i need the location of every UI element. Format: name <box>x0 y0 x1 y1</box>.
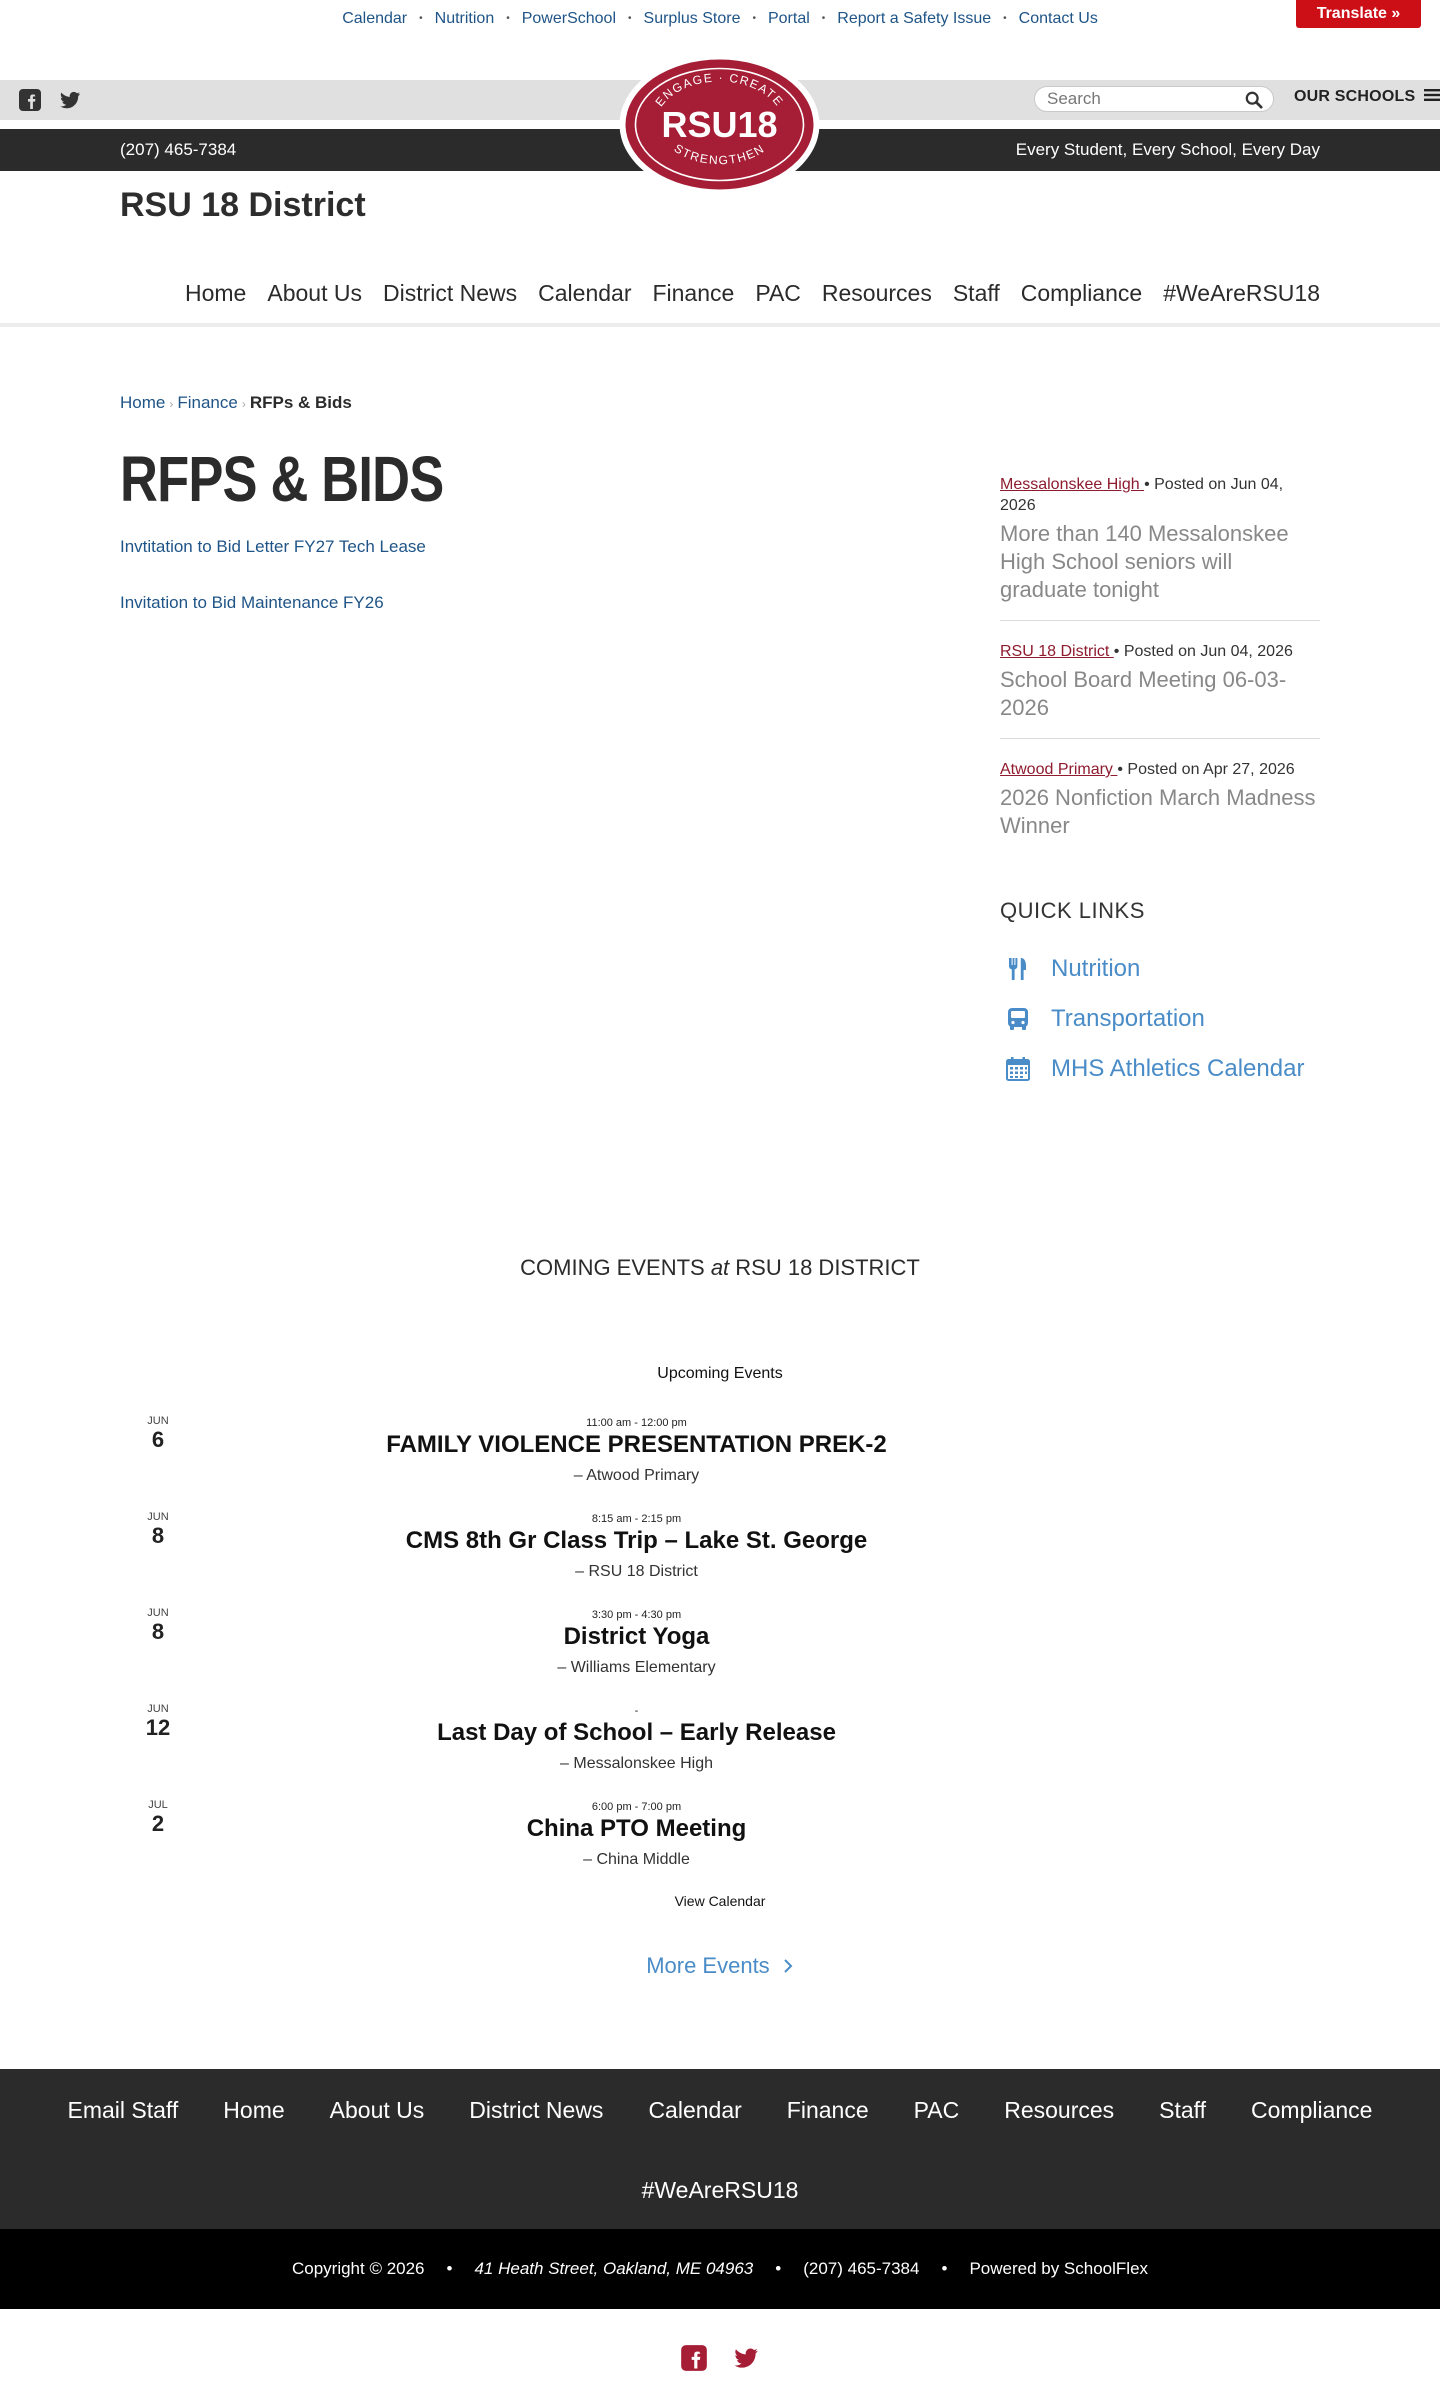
footer-nav-staff[interactable]: Staff <box>1159 2097 1207 2123</box>
twitter-icon[interactable] <box>58 88 82 112</box>
calendar-icon <box>1005 1056 1031 1082</box>
top-link-calendar[interactable]: Calendar <box>342 10 408 27</box>
news-meta: RSU 18 District • Posted on Jun 04, 2026 <box>1000 643 1293 660</box>
nav-about-us[interactable]: About Us <box>267 280 362 306</box>
event-time: 11:00 am - 12:00 pm <box>586 1417 687 1429</box>
top-links <box>0 10 1440 28</box>
event-time: 3:30 pm - 4:30 pm <box>591 1609 682 1621</box>
news-headline[interactable]: 2026 Nonfiction March Madness Winner <box>1000 785 1316 838</box>
separator-dot: • <box>446 2259 453 2278</box>
event-location: – China Middle <box>583 1851 690 1868</box>
quick-link-label: Nutrition <box>1051 955 1141 982</box>
page-title: RFPS & BIDS <box>120 443 444 515</box>
twitter-icon[interactable] <box>732 2344 760 2372</box>
search-placeholder: Search <box>1047 89 1101 108</box>
events-heading <box>0 1255 1440 1281</box>
footer-phone[interactable]: (207) 465-7384 <box>803 2259 920 2278</box>
rsu18-logo[interactable] <box>618 52 821 197</box>
events-heading-pre: COMING EVENTS <box>520 1255 711 1280</box>
footer-social-links <box>680 2344 760 2372</box>
footer-info <box>0 2259 1440 2279</box>
event-day: 2 <box>151 1811 165 1836</box>
news-meta: Atwood Primary • Posted on Apr 27, 2026 <box>1000 761 1295 778</box>
footer-nav-home[interactable]: Home <box>223 2097 285 2123</box>
event-title[interactable]: Last Day of School – Early Release <box>437 1719 836 1746</box>
event-item[interactable] <box>120 1797 1200 1887</box>
event-month: JUN <box>147 1607 169 1619</box>
footer-nav-finance[interactable]: Finance <box>786 2097 869 2123</box>
event-month: JUL <box>148 1799 168 1811</box>
footer-nav-row <box>0 2097 1440 2124</box>
nav-district-news[interactable]: District News <box>382 280 518 306</box>
breadcrumb-current: RFPs & Bids <box>249 393 352 412</box>
event-title[interactable]: FAMILY VIOLENCE PRESENTATION PREK-2 <box>386 1431 887 1458</box>
breadcrumb <box>120 393 352 413</box>
footer-nav-compliance[interactable]: Compliance <box>1251 2097 1373 2123</box>
separator-dot: • <box>775 2259 782 2278</box>
bus-icon <box>1005 1006 1031 1032</box>
news-posted-year: 2026 <box>1000 497 1036 514</box>
breadcrumb-separator: › <box>241 397 246 411</box>
quick-link-mhs-athletics-calendar[interactable] <box>1005 1055 1304 1083</box>
menu-icon <box>1424 88 1440 102</box>
event-day: 8 <box>151 1523 165 1548</box>
events-heading-post: RSU 18 DISTRICT <box>729 1255 920 1280</box>
event-time: 6:00 pm - 7:00 pm <box>591 1801 682 1813</box>
nav-we-are-rsu18[interactable]: #WeAreRSU18 <box>1163 280 1320 306</box>
translate-button[interactable]: Translate » <box>1296 0 1421 28</box>
more-events-link[interactable] <box>0 1953 1440 1979</box>
event-title[interactable]: CMS 8th Gr Class Trip – Lake St. George <box>405 1527 868 1554</box>
breadcrumb-home[interactable]: Home <box>120 393 166 412</box>
top-link-portal[interactable]: Portal <box>767 10 810 27</box>
footer-nav-row <box>0 2177 1440 2204</box>
search-input[interactable] <box>1034 86 1274 112</box>
facebook-icon[interactable] <box>680 2344 708 2372</box>
event-month: JUN <box>147 1511 169 1523</box>
footer-address: 41 Heath Street, Oakland, ME 04963 <box>474 2259 754 2278</box>
logo-bottom-text: STRENGTHEN <box>671 141 768 168</box>
event-location: – Messalonskee High <box>560 1755 713 1772</box>
quick-link-nutrition[interactable] <box>1005 955 1140 983</box>
view-calendar-link[interactable]: View Calendar <box>674 1893 766 1909</box>
footer-nav-pac[interactable]: PAC <box>913 2097 960 2123</box>
logo-top-text: ENGAGE · CREATE <box>652 70 787 110</box>
document-link-maintenance[interactable]: Invitation to Bid Maintenance FY26 <box>120 593 384 612</box>
footer-powered-by[interactable]: Powered by SchoolFlex <box>969 2259 1149 2278</box>
separator-dot: • <box>506 13 510 25</box>
nav-compliance[interactable]: Compliance <box>1020 280 1143 306</box>
event-title[interactable]: District Yoga <box>563 1623 710 1650</box>
event-item[interactable] <box>120 1701 1200 1791</box>
top-link-contact-us[interactable]: Contact Us <box>1018 10 1098 27</box>
news-source-link[interactable]: Atwood Primary <box>1000 761 1118 778</box>
news-posted: Posted on Apr 27, 2026 <box>1127 761 1295 778</box>
nav-calendar[interactable]: Calendar <box>538 280 632 306</box>
top-link-report-safety[interactable]: Report a Safety Issue <box>837 10 992 27</box>
event-item[interactable] <box>120 1413 1200 1503</box>
news-item[interactable] <box>1000 641 1320 722</box>
quick-links-title: QUICK LINKS <box>1000 898 1145 923</box>
nav-finance[interactable]: Finance <box>652 280 735 306</box>
event-month: JUN <box>147 1415 169 1427</box>
news-posted: Posted on Jun 04, 2026 <box>1123 643 1293 660</box>
event-day: 8 <box>151 1619 165 1644</box>
footer-bottom-bar <box>0 2229 1440 2309</box>
separator-dot: • <box>1003 13 1007 25</box>
event-month: JUN <box>147 1703 169 1715</box>
event-title[interactable]: China PTO Meeting <box>526 1815 747 1842</box>
event-location: – Atwood Primary <box>573 1467 700 1484</box>
event-item[interactable] <box>120 1605 1200 1695</box>
quick-link-transportation[interactable] <box>1005 1005 1205 1033</box>
event-location: – RSU 18 District <box>575 1563 698 1580</box>
event-location: – Williams Elementary <box>557 1659 716 1676</box>
events-heading-at: at <box>710 1255 730 1280</box>
footer-copyright: Copyright © 2026 <box>291 2259 425 2278</box>
event-day: 6 <box>151 1427 165 1452</box>
news-source-link[interactable]: RSU 18 District <box>1000 643 1114 660</box>
site-title[interactable]: RSU 18 District <box>120 186 366 224</box>
news-item[interactable] <box>1000 474 1320 604</box>
news-posted: Posted on Jun 04, <box>1154 476 1284 493</box>
news-divider <box>1000 738 1320 739</box>
event-time: 8:15 am - 2:15 pm <box>591 1513 682 1525</box>
separator-dot: • <box>752 13 756 25</box>
event-time: - <box>634 1705 639 1717</box>
search-icon[interactable] <box>1245 91 1263 109</box>
our-schools-menu[interactable] <box>1294 88 1440 106</box>
footer-nav-calendar[interactable]: Calendar <box>648 2097 742 2123</box>
header-phone[interactable]: (207) 465-7384 <box>120 140 237 159</box>
header-social-links <box>18 88 82 112</box>
footer-nav-email-staff[interactable]: Email Staff <box>67 2097 179 2123</box>
utensils-icon <box>1005 956 1031 982</box>
news-headline[interactable]: School Board Meeting 06-03-2026 <box>1000 667 1287 720</box>
separator-dot: • <box>821 13 826 25</box>
footer-navigation <box>0 2069 1440 2229</box>
breadcrumb-finance[interactable]: Finance <box>177 393 238 412</box>
nav-staff[interactable]: Staff <box>952 280 1000 306</box>
quick-link-label: Transportation <box>1051 1005 1205 1032</box>
news-meta: Messalonskee High • Posted on Jun 04, 2026 <box>1000 476 1284 514</box>
district-motto: Every Student, Every School, Every Day <box>1015 140 1320 159</box>
nav-pac[interactable]: PAC <box>755 280 801 306</box>
logo-main-text: RSU18 <box>661 104 778 145</box>
top-link-powerschool[interactable]: PowerSchool <box>521 10 617 27</box>
news-source-link[interactable]: Messalonskee High <box>1000 476 1145 493</box>
footer-nav-we-are-rsu18[interactable]: #WeAreRSU18 <box>641 2177 799 2203</box>
separator-dot: • <box>628 13 632 25</box>
news-headline[interactable]: More than 140 Messalonskee High School seniors will graduate tonight <box>1000 521 1289 602</box>
document-link-tech-lease[interactable]: Invtitation to Bid Letter FY27 Tech Lease <box>120 537 426 556</box>
quick-link-label: MHS Athletics Calendar <box>1051 1055 1305 1082</box>
separator-dot: • <box>419 13 423 25</box>
nav-home[interactable]: Home <box>185 280 247 306</box>
separator-dot: • <box>941 2259 948 2278</box>
event-day: 12 <box>145 1715 171 1740</box>
nav-divider <box>0 323 1440 327</box>
breadcrumb-separator: › <box>169 397 174 411</box>
facebook-icon[interactable] <box>18 88 42 112</box>
top-link-surplus-store[interactable]: Surplus Store <box>643 10 741 27</box>
upcoming-events-label: Upcoming Events <box>657 1365 783 1382</box>
nav-resources[interactable]: Resources <box>821 280 932 306</box>
our-schools-label: OUR SCHOOLS <box>1294 88 1416 105</box>
footer-nav-district-news[interactable]: District News <box>469 2097 604 2123</box>
more-events-label: More Events <box>646 1953 770 1978</box>
top-link-nutrition[interactable]: Nutrition <box>434 10 495 27</box>
footer-nav-about-us[interactable]: About Us <box>329 2097 425 2123</box>
footer-nav-resources[interactable]: Resources <box>1004 2097 1115 2123</box>
event-item[interactable] <box>120 1509 1200 1599</box>
chevron-right-icon <box>782 1958 794 1974</box>
main-navigation <box>185 280 1320 307</box>
news-item[interactable] <box>1000 759 1320 840</box>
news-divider <box>1000 620 1320 621</box>
